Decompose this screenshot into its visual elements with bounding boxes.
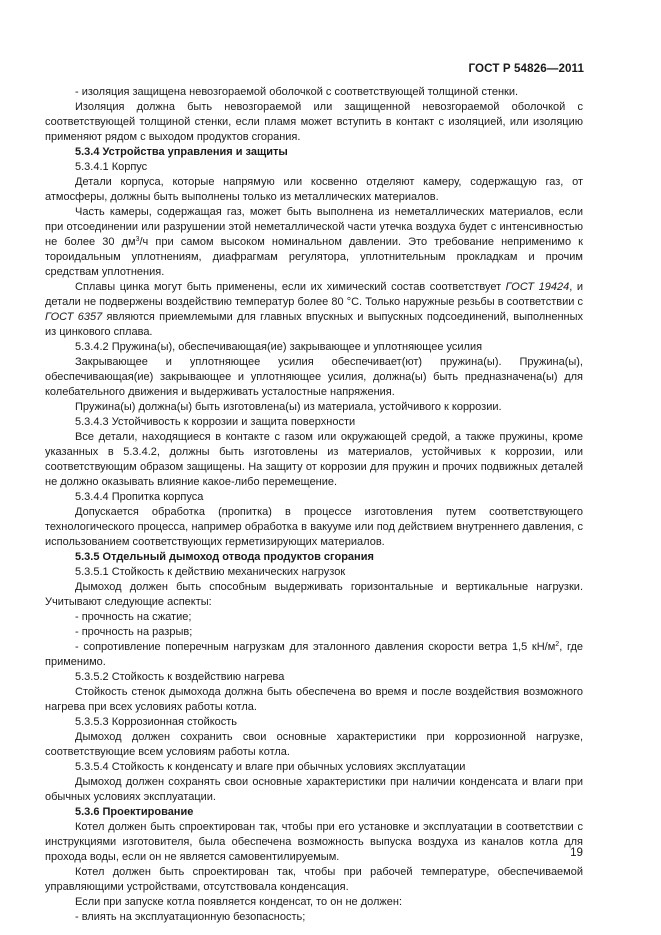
subsection-heading-5-3-5-2: 5.3.5.2 Стойкость к воздействию нагрева [75, 671, 285, 683]
list-item: - изоляция защищена невозгораемой оболочкой с соответствующей толщиной стенки. [75, 86, 519, 98]
paragraph: Закрывающее и уплотняющее усилия обеспечивает(ют) пружина(ы). Пружина(ы), обеспечивающая(ие) закрывающее и уплотняющее усилия, должна(ы) быть предназначена(ы) для колебательного движения и выдерживать усталостные напряжения. [45, 356, 583, 398]
paragraph: Если при запуске котла появляется конденсат, то он не должен: [75, 896, 403, 908]
subsection-heading-5-3-5-4: 5.3.5.4 Стойкость к конденсату и влаге при обычных условиях эксплуатации [75, 761, 466, 773]
subsection-heading-5-3-4-4: 5.3.4.4 Пропитка корпуса [75, 491, 204, 503]
section-heading-5-3-6: 5.3.6 Проектирование [75, 806, 194, 818]
paragraph: Пружина(ы) должна(ы) быть изготовлена(ы) из материала, устойчивого к коррозии. [75, 401, 502, 413]
list-item: - сопротивление поперечным нагрузкам для эталонного давления скорости ветра 1,5 $кН/м^2$, где применимо. [45, 641, 583, 668]
document-body [45, 85, 583, 925]
section-heading-5-3-4: 5.3.4 Устройства управления и защиты [75, 146, 288, 158]
subsection-heading-5-3-4-2: 5.3.4.2 Пружина(ы), обеспечивающая(ие) закрывающее и уплотняющее усилия [75, 341, 483, 353]
subsection-heading-5-3-4-1: 5.3.4.1 Корпус [75, 161, 148, 173]
paragraph: Дымоход должен сохранять свои основные характеристики при наличии конденсата и влаги при обычных условиях эксплуатации. [45, 776, 583, 803]
paragraph: Котел должен быть спроектирован так, чтобы при рабочей температуре, обеспечиваемой управляющими устройствами, отсутствовала конденсация. [45, 866, 583, 893]
paragraph: Детали корпуса, которые напрямую или косвенно отделяют камеру, содержащую газ, от атмосферы, должны быть выполнены только из металлических материалов. [45, 176, 583, 203]
paragraph: Часть камеры, содержащая газ, может быть выполнена из неметаллических материалов, если при отсоединении или разрушении этой неметаллической части утечка воздуха будет с интенсивностью не более 30 $дм^3/ч$ при самом высоком номинальном давлении. Это требование неприменимо к тороидальным уплотнениям, диафрагмам регулятора, уплотнительным прокладкам и прочим средствам уплотнения. [45, 206, 583, 278]
list-item: - прочность на разрыв; [75, 626, 193, 638]
subsection-heading-5-3-5-3: 5.3.5.3 Коррозионная стойкость [75, 716, 238, 728]
subsection-heading-5-3-4-3: 5.3.4.3 Устойчивость к коррозии и защита поверхности [75, 416, 356, 428]
paragraph: Все детали, находящиеся в контакте с газом или окружающей средой, а также пружины, кроме указанных в 5.3.4.2, должны быть изготовлены из материалов, устойчивых к коррозии, или соответствующим образом защищены. На защиту от коррозии для пружин и прочих подвижных деталей не должно оказывать влияние какое-либо перемещение. [45, 431, 583, 488]
subsection-heading-5-3-5-1: 5.3.5.1 Стойкость к действию механических нагрузок [75, 566, 346, 578]
section-heading-5-3-5: 5.3.5 Отдельный дымоход отвода продуктов сгорания [75, 551, 374, 563]
paragraph: Дымоход должен быть способным выдерживать горизонтальные и вертикальные нагрузки. Учитывают следующие аспекты: [45, 581, 583, 608]
gost-reference: ГОСТ 6357 [45, 311, 103, 323]
page-number: 19 [570, 846, 583, 859]
gost-reference: ГОСТ 19424 [505, 281, 570, 293]
list-item: - прочность на сжатие; [75, 611, 192, 623]
standard-header: ГОСТ Р 54826—2011 [468, 62, 584, 75]
paragraph: Стойкость стенок дымохода должна быть обеспечена во время и после воздействия возможного нагрева при всех условиях работы котла. [45, 686, 583, 713]
paragraph: Котел должен быть спроектирован так, чтобы при его установке и эксплуатации в соответствии с инструкциями изготовителя, была обеспечена возможность выпуска воздуха из каналов котла для прохода воды, если он не является самовентилируемым. [45, 821, 583, 863]
paragraph: Изоляция должна быть невозгораемой или защищенной невозгораемой оболочкой с соответствующей толщиной стенки, если пламя может вступить в контакт с изоляцией, или изоляцию применяют рядом с выходом продуктов сгорания. [45, 101, 583, 143]
paragraph: Допускается обработка (пропитка) в процессе изготовления путем соответствующего технологического процесса, например обработка в вакууме или под действием внутреннего давления, с использованием соответствующих герметизирующих материалов. [45, 506, 583, 548]
paragraph: Дымоход должен сохранить свои основные характеристики при коррозионной нагрузке, соответствующие всем условиям работы котла. [45, 731, 583, 758]
list-item: - влиять на эксплуатационную безопасность; [75, 911, 306, 923]
paragraph: Сплавы цинка могут быть применены, если их химический состав соответствует ГОСТ 19424, и детали не подвержены воздействию температур более 80 °С. Только наружные резьбы в соответствии с ГОСТ 6357 являются приемлемыми для главных впускных и выпускных подсоединений, выполненных из цинкового сплава. [45, 281, 584, 338]
